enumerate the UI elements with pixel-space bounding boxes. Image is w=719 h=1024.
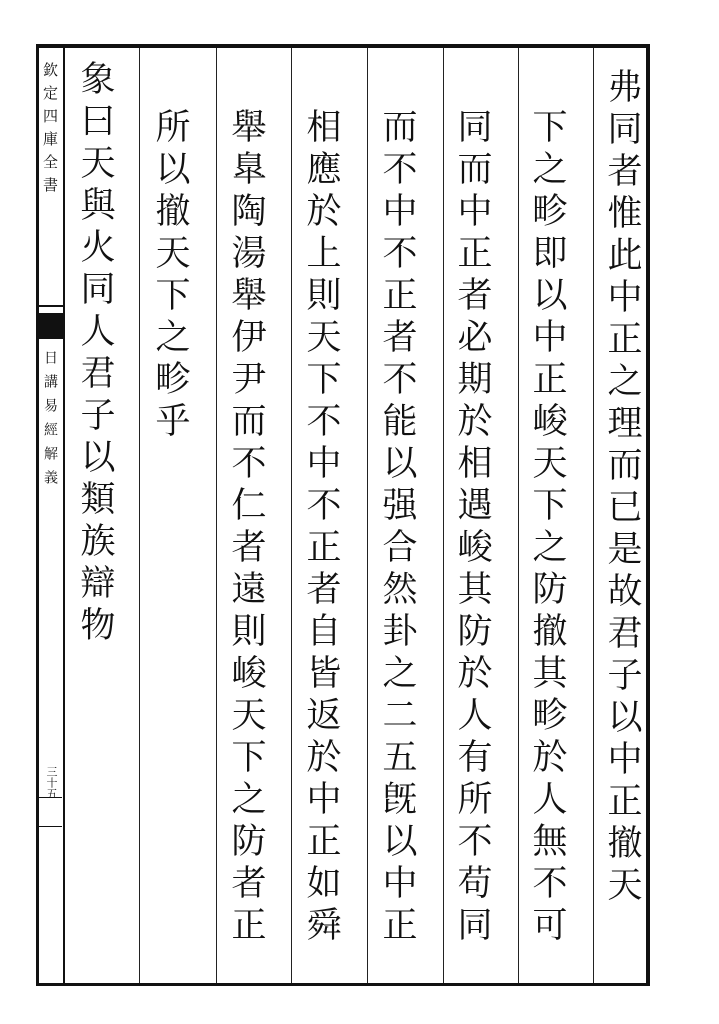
text-column-2: 下之畛即以中正峻天下之防撤其畛於人無不可 xyxy=(527,108,567,948)
text-column-1: 弗同者惟此中正之理而已是故君子以中正撤天 xyxy=(602,68,642,908)
text-column-4: 而不中不正者不能以强合然卦之二五旣以中正 xyxy=(377,108,417,948)
column-divider xyxy=(216,48,217,983)
text-column-8: 象曰天與火同人君子以類族辯物 xyxy=(75,60,115,648)
margin-border xyxy=(63,48,65,983)
margin-title: 欽定四庫全書 xyxy=(41,62,59,200)
bottom-border xyxy=(36,983,648,986)
margin-book-title: 日講易經解義 xyxy=(42,350,58,494)
column-divider xyxy=(139,48,140,983)
text-column-7: 所以撤天下之畛乎 xyxy=(150,108,190,444)
page-number: 三十五 xyxy=(45,766,58,799)
column-divider xyxy=(443,48,444,983)
text-column-6: 舉臯陶湯舉伊尹而不仁者遠則峻天下之防者正 xyxy=(226,108,266,948)
fish-tail-line xyxy=(37,305,63,307)
column-divider xyxy=(367,48,368,983)
page-number-rule-bottom xyxy=(38,826,62,827)
column-divider xyxy=(291,48,292,983)
right-border xyxy=(646,44,650,986)
column-divider xyxy=(593,48,594,983)
text-column-5: 相應於上則天下不中不正者自皆返於中正如舜 xyxy=(301,108,341,948)
left-border xyxy=(36,44,39,986)
column-divider xyxy=(518,48,519,983)
top-border xyxy=(36,44,648,48)
fish-tail-mark xyxy=(37,313,63,339)
text-column-3: 同而中正者必期於相遇峻其防於人有所不苟同 xyxy=(452,108,492,948)
